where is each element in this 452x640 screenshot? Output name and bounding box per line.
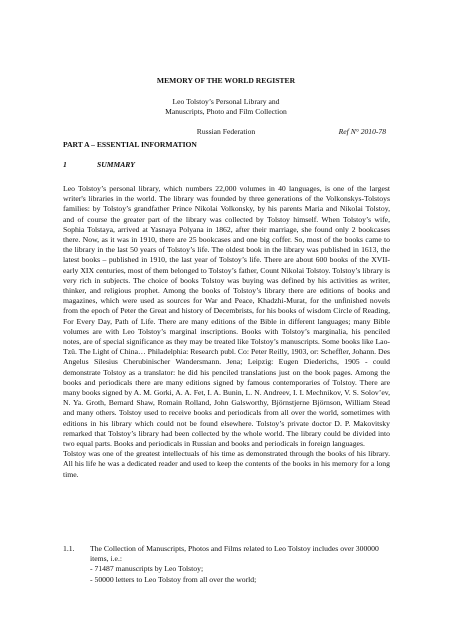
country-name: Russian Federation (196, 127, 256, 136)
summary-section-number: 1 (63, 160, 67, 169)
list-item: - 71487 manuscripts by Leo Tolstoy; (90, 564, 204, 574)
section-1-1-number: 1.1. (63, 544, 75, 553)
summary-paragraph-2: Tolstoy was one of the greatest intellectuals of his time as demonstrated through the books of his library. All his life he was a dedicated reader and used to keep the contents of the books in his memory for a long time. (63, 449, 390, 479)
part-a-heading: PART A – ESSENTIAL INFORMATION (63, 140, 197, 149)
summary-body (63, 184, 390, 480)
list-item: - 50000 letters to Leo Tolstoy from all over the world; (90, 574, 257, 584)
section-1-1 (63, 544, 390, 585)
summary-paragraph-1: Leo Tolstoy’s personal library, which numbers 22,000 volumes in 40 languages, is one of the largest writer's libraries in the world. The library was founded by three generations of the Volkonskys-Tolstoys families: by Tolstoy’s grandfather Prince Nikolai Volkonsky, by his parents Maria and Nikolai Tolstoy, and of course the greater part of the library was collected by Tolstoy himself. When Tolstoy’s wife, Sophia Tolstaya, arrived at Yasnaya Polyana in 1862, after their marriage, she found only 2 bookcases there. Now, as it was in 1910, there are 25 bookcases and one big coffer. So, most of the books came to the library in the last 50 years of Tolstoy’s life. The oldest book in the library was published in 1613, the latest books – published in 1910, the last year of Tolstoy’s life. There are about 600 books of the XVII-early XIX centuries, most of them belonged to Tolstoy’s father, Count Nikolai Tolstoy. Tolstoy’s library is very rich in subjects. The choice of books Tolstoy was buying was defined by his activities as writer, thinker, and religious prophet. Among the books of Tolstoy’s library there are editions of books and magazines, which were used as sources for War and Peace, Khadzhi-Murat, for the unfinished novels from the epoch of Peter the Great and history of Decembrists, for his books of wisdom Circle of Reading, For Every Day, Path of Life. There are many editions of the Bible in different languages; many Bible volumes are with Leo Tolstoy’s marginal inscriptions. Books with Tolstoy’s marginalia, his penciled notes, are of special significance as they may be treated like Tolstoy’s manuscripts. Some books like Lao-Tzü. The Light of China… Philadelphia: Research publ. Co: Peter Reilly, 1903, or: Scheffler, Johann. Des Angelus Silesius Cherubinischer Wandersmann. Jena; Leipzig: Eugen Diederichs, 1905 - could demonstrate Tolstoy as a translator: he did his penciled translations just on the book pages. Among the books and periodicals there are many editions signed by famous contemporaries of Tolstoy. There are many books signed by A. M. Gorki, A. A. Fet, I. A. Bunin, L. N. Andreev, I. I. Mechnikov, V. S. Solov’ev, N. Ya. Groth, Bernard Shaw, Romain Rolland, John Galsworthy, Björnstjerne Björnson, William Stead and many others. Tolstoy used to receive books and periodicals from all over the world, sometimes with editions in his library which could not be found elsewhere. Tolstoy’s private doctor D. P. Makovitsky remarked that Tolstoy’s library had been collected by the whole world. The library could be divided into two equal parts. Books and periodicals in Russian and books and periodicals in foreign languages. (63, 184, 390, 449)
collection-title-line1: Leo Tolstoy’s Personal Library and (172, 97, 280, 106)
register-title: MEMORY OF THE WORLD REGISTER (156, 76, 296, 85)
summary-heading: SUMMARY (97, 160, 135, 169)
reference-number: Ref N° 2010-78 (338, 127, 386, 136)
section-1-1-text: The Collection of Manuscripts, Photos and Films related to Leo Tolstoy includes over 300000 items, i.e.: (90, 544, 379, 564)
collection-title-line2: Manuscripts, Photo and Film Collection (165, 107, 287, 116)
